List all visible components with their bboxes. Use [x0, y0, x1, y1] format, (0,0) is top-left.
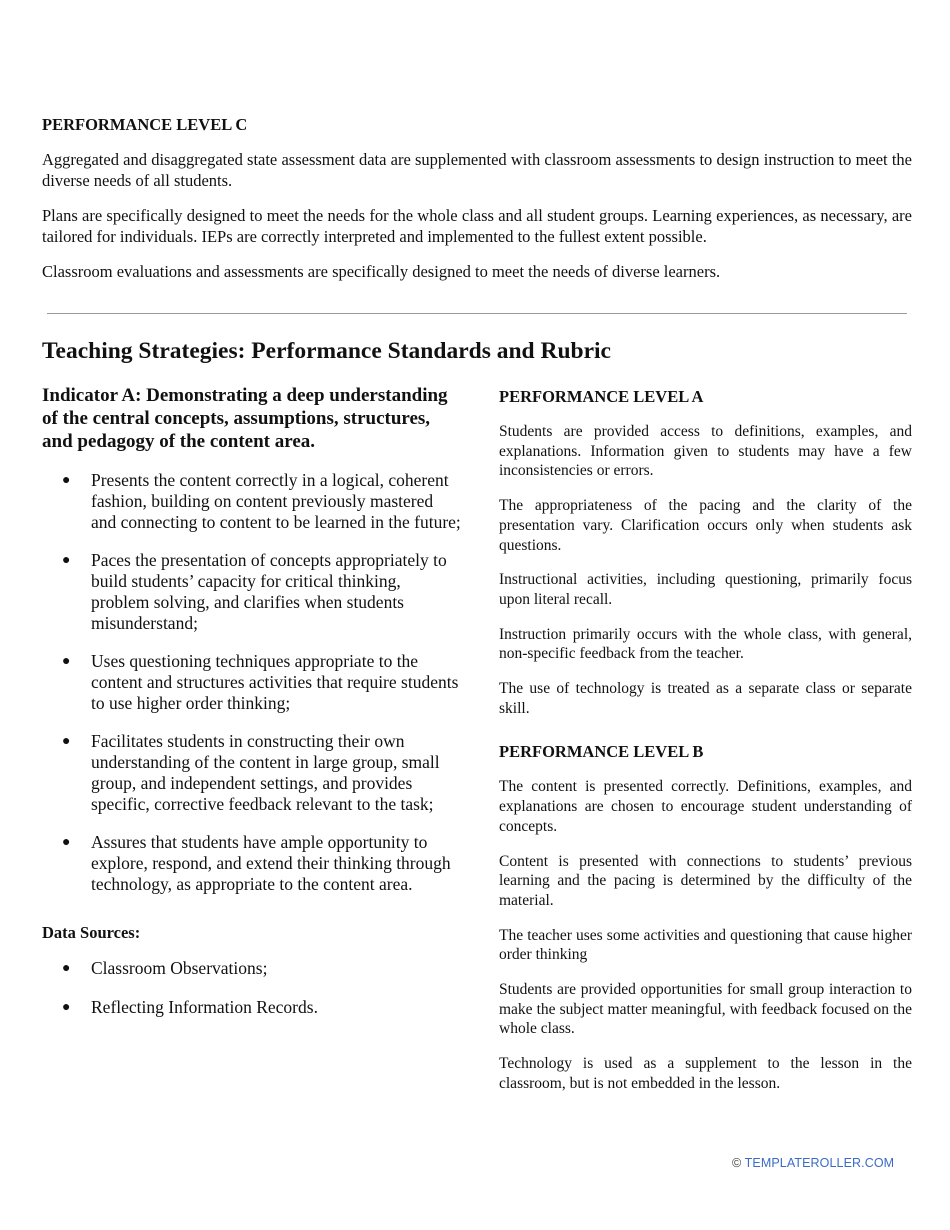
level-a-paragraph: The use of technology is treated as a separate class or separate skill.: [499, 680, 912, 717]
list-item: [42, 651, 462, 715]
list-item: [42, 470, 462, 534]
list-item-text: Paces the presentation of concepts appropriately to build students’ capacity for critical thinking, problem solving, and clarifies when students misunderstand;: [91, 549, 447, 634]
bullet-icon: ●: [62, 472, 71, 488]
list-item: [42, 997, 462, 1018]
level-a-paragraph: Students are provided access to definitions, examples, and explanations. Information given to students may have a few inconsistencies or errors.: [499, 423, 912, 480]
level-c-paragraph: Plans are specifically designed to meet the needs for the whole class and all student groups. Learning experiences, as necessary, are tailored for individuals. IEPs are correctly interpreted and implemented to the fullest extent possible.: [42, 206, 912, 246]
list-item-text: Uses questioning techniques appropriate to the content and structures activities that require students to use higher order thinking;: [91, 650, 459, 714]
list-item: [42, 832, 462, 896]
bullet-icon: ●: [62, 653, 71, 669]
bullet-icon: ●: [62, 999, 71, 1015]
footer-watermark: [732, 1156, 894, 1170]
performance-level-c-section: [42, 114, 912, 296]
page-title: Teaching Strategies: Performance Standards and Rubric: [42, 338, 611, 364]
performance-level-c-heading: PERFORMANCE LEVEL C: [42, 115, 248, 134]
indicator-bullet-list: [42, 470, 462, 896]
list-item-text: Classroom Observations;: [91, 957, 268, 978]
level-c-paragraph: Classroom evaluations and assessments are specifically designed to meet the needs of diverse learners.: [42, 262, 721, 281]
data-sources-list: [42, 958, 462, 1019]
level-b-paragraph: Students are provided opportunities for small group interaction to make the subject matter meaningful, with feedback focused on the whole class.: [499, 981, 912, 1038]
bullet-icon: ●: [62, 552, 71, 568]
bullet-icon: ●: [62, 733, 71, 749]
level-a-paragraph: Instructional activities, including questioning, primarily focus upon literal recall.: [499, 571, 912, 608]
level-b-paragraph: Technology is used as a supplement to the lesson in the classroom, but is not embedded in the lesson.: [499, 1055, 912, 1092]
list-item-text: Facilitates students in constructing their own understanding of the content in large group, small group, and independent settings, and provides specific, corrective feedback relevant to the task;: [91, 730, 440, 815]
indicator-column: [42, 384, 462, 1036]
level-b-paragraph: Content is presented with connections to students’ previous learning and the pacing is determined by the difficulty of the material.: [499, 852, 912, 909]
bullet-icon: ●: [62, 834, 71, 850]
indicator-heading: Indicator A: Demonstrating a deep understanding of the central concepts, assumptions, structures, and pedagogy of the content area.: [42, 385, 448, 453]
list-item-text: Assures that students have ample opportunity to explore, respond, and extend their thinking through technology, as appropriate to the content area.: [91, 831, 451, 895]
section-divider: [47, 313, 907, 314]
performance-level-a-heading: PERFORMANCE LEVEL A: [499, 387, 704, 406]
list-item-text: Presents the content correctly in a logical, coherent fashion, building on content previously mastered and connecting to content to be learned in the future;: [91, 469, 461, 533]
performance-levels-column: [499, 386, 912, 1109]
list-item: [42, 550, 462, 635]
level-a-paragraph: The appropriateness of the pacing and the clarity of the presentation vary. Clarification occurs only when students ask questions.: [499, 497, 912, 554]
list-item-text: Reflecting Information Records.: [91, 996, 318, 1017]
list-item: [42, 731, 462, 816]
level-b-paragraph: The teacher uses some activities and questioning that cause higher order thinking: [499, 926, 912, 964]
data-sources-heading: Data Sources:: [42, 922, 141, 942]
copyright-icon: ©: [732, 1156, 742, 1170]
level-b-paragraph: The content is presented correctly. Definitions, examples, and explanations are chosen to encourage student understanding of concepts.: [499, 778, 912, 835]
list-item: [42, 958, 462, 979]
level-c-paragraph: Aggregated and disaggregated state assessment data are supplemented with classroom assessments to design instruction to meet the diverse needs of all students.: [42, 150, 912, 190]
performance-level-b-heading: PERFORMANCE LEVEL B: [499, 742, 704, 762]
bullet-icon: ●: [62, 960, 71, 976]
templateroller-link[interactable]: TEMPLATEROLLER.COM: [744, 1156, 895, 1170]
level-a-paragraph: Instruction primarily occurs with the whole class, with general, non-specific feedback from the teacher.: [499, 625, 912, 663]
